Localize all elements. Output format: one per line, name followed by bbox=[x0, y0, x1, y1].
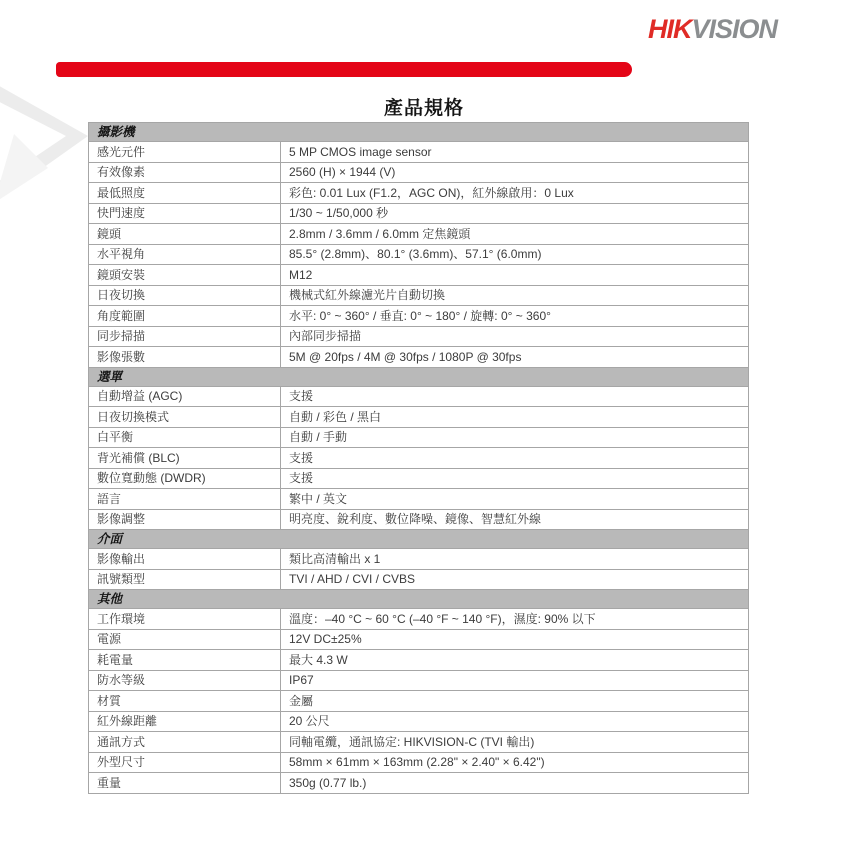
spec-label-cell: 自動增益 (AGC) bbox=[89, 386, 281, 407]
spec-value-cell: 自動 / 手動 bbox=[281, 427, 749, 448]
spec-row bbox=[89, 773, 749, 794]
spec-value-cell: 支援 bbox=[281, 468, 749, 489]
spec-row bbox=[89, 162, 749, 183]
spec-row bbox=[89, 670, 749, 691]
spec-value-cell: 20 公尺 bbox=[281, 711, 749, 732]
spec-value-cell: TVI / AHD / CVI / CVBS bbox=[281, 569, 749, 590]
spec-row bbox=[89, 306, 749, 327]
spec-row bbox=[89, 203, 749, 224]
brand-logo bbox=[648, 14, 777, 45]
page-title: 產品規格 bbox=[383, 98, 464, 119]
spec-row bbox=[89, 448, 749, 469]
spec-value-cell: 支援 bbox=[281, 386, 749, 407]
spec-label-cell: 影像輸出 bbox=[89, 549, 281, 570]
spec-row bbox=[89, 427, 749, 448]
spec-label-cell: 耗電量 bbox=[89, 650, 281, 671]
spec-row bbox=[89, 265, 749, 286]
spec-value-cell: 繁中 / 英文 bbox=[281, 489, 749, 510]
spec-value-cell: 自動 / 彩色 / 黑白 bbox=[281, 407, 749, 428]
spec-value-cell: 2.8mm / 3.6mm / 6.0mm 定焦鏡頭 bbox=[281, 224, 749, 245]
section-header-row bbox=[89, 590, 749, 609]
spec-label-cell: 數位寬動態 (DWDR) bbox=[89, 468, 281, 489]
spec-value-cell: 58mm × 61mm × 163mm (2.28" × 2.40" × 6.42") bbox=[281, 752, 749, 773]
spec-row bbox=[89, 285, 749, 306]
section-title: 選單 bbox=[89, 367, 749, 386]
section-title: 攝影機 bbox=[89, 123, 749, 142]
spec-value-cell: 支援 bbox=[281, 448, 749, 469]
spec-value-cell: 明亮度、銳利度、數位降噪、鏡像、智慧紅外線 bbox=[281, 509, 749, 530]
spec-row bbox=[89, 489, 749, 510]
spec-value-cell: M12 bbox=[281, 265, 749, 286]
spec-row bbox=[89, 569, 749, 590]
spec-row bbox=[89, 609, 749, 630]
spec-label-cell: 紅外線距離 bbox=[89, 711, 281, 732]
spec-label-cell: 有效像素 bbox=[89, 162, 281, 183]
spec-value-cell: 內部同步掃描 bbox=[281, 326, 749, 347]
spec-row bbox=[89, 711, 749, 732]
spec-label-cell: 電源 bbox=[89, 629, 281, 650]
spec-label-cell: 重量 bbox=[89, 773, 281, 794]
spec-row bbox=[89, 347, 749, 368]
spec-label-cell: 訊號類型 bbox=[89, 569, 281, 590]
section-title: 其他 bbox=[89, 590, 749, 609]
spec-row bbox=[89, 224, 749, 245]
brand-logo-hik: HIK bbox=[647, 14, 692, 44]
spec-value-cell: 5M @ 20fps / 4M @ 30fps / 1080P @ 30fps bbox=[281, 347, 749, 368]
section-header-row bbox=[89, 530, 749, 549]
spec-value-cell: 350g (0.77 lb.) bbox=[281, 773, 749, 794]
spec-value-cell: 水平: 0° ~ 360° / 垂直: 0° ~ 180° / 旋轉: 0° ~ 360° bbox=[281, 306, 749, 327]
red-accent-bar bbox=[56, 62, 632, 77]
spec-label-cell: 水平視角 bbox=[89, 244, 281, 265]
spec-row bbox=[89, 386, 749, 407]
spec-label-cell: 外型尺寸 bbox=[89, 752, 281, 773]
spec-value-cell: 1/30 ~ 1/50,000 秒 bbox=[281, 203, 749, 224]
brand-logo-vision: VISION bbox=[691, 14, 777, 44]
spec-table-body bbox=[89, 123, 749, 794]
spec-row bbox=[89, 183, 749, 204]
section-title: 介面 bbox=[89, 530, 749, 549]
spec-value-cell: 機械式紅外線濾光片自動切換 bbox=[281, 285, 749, 306]
spec-row bbox=[89, 468, 749, 489]
spec-row bbox=[89, 509, 749, 530]
spec-label-cell: 通訊方式 bbox=[89, 732, 281, 753]
spec-row bbox=[89, 691, 749, 712]
section-header-row bbox=[89, 123, 749, 142]
spec-label-cell: 同步掃描 bbox=[89, 326, 281, 347]
spec-label-cell: 快門速度 bbox=[89, 203, 281, 224]
spec-row bbox=[89, 407, 749, 428]
spec-label-cell: 語言 bbox=[89, 489, 281, 510]
spec-value-cell: 同軸電纜，通訊協定: HIKVISION-C (TVI 輸出) bbox=[281, 732, 749, 753]
spec-label-cell: 白平衡 bbox=[89, 427, 281, 448]
spec-label-cell: 材質 bbox=[89, 691, 281, 712]
spec-row bbox=[89, 326, 749, 347]
spec-row bbox=[89, 549, 749, 570]
spec-value-cell: 2560 (H) × 1944 (V) bbox=[281, 162, 749, 183]
spec-label-cell: 日夜切換模式 bbox=[89, 407, 281, 428]
spec-row bbox=[89, 629, 749, 650]
spec-table bbox=[88, 122, 749, 794]
spec-value-cell: 彩色: 0.01 Lux (F1.2，AGC ON)，紅外線啟用：0 Lux bbox=[281, 183, 749, 204]
spec-label-cell: 影像調整 bbox=[89, 509, 281, 530]
spec-value-cell: 溫度：–40 °C ~ 60 °C (–40 °F ~ 140 °F)，濕度: 90% 以下 bbox=[281, 609, 749, 630]
spec-row bbox=[89, 752, 749, 773]
spec-row bbox=[89, 142, 749, 163]
spec-label-cell: 鏡頭安裝 bbox=[89, 265, 281, 286]
spec-label-cell: 背光補償 (BLC) bbox=[89, 448, 281, 469]
spec-row bbox=[89, 732, 749, 753]
spec-label-cell: 防水等級 bbox=[89, 670, 281, 691]
spec-value-cell: 5 MP CMOS image sensor bbox=[281, 142, 749, 163]
spec-label-cell: 日夜切換 bbox=[89, 285, 281, 306]
spec-label-cell: 鏡頭 bbox=[89, 224, 281, 245]
spec-value-cell: IP67 bbox=[281, 670, 749, 691]
spec-label-cell: 角度範圍 bbox=[89, 306, 281, 327]
section-header-row bbox=[89, 367, 749, 386]
spec-label-cell: 感光元件 bbox=[89, 142, 281, 163]
spec-value-cell: 85.5° (2.8mm)、80.1° (3.6mm)、57.1° (6.0mm) bbox=[281, 244, 749, 265]
spec-label-cell: 影像張數 bbox=[89, 347, 281, 368]
spec-value-cell: 類比高清輸出 x 1 bbox=[281, 549, 749, 570]
spec-label-cell: 工作環境 bbox=[89, 609, 281, 630]
spec-row bbox=[89, 650, 749, 671]
spec-label-cell: 最低照度 bbox=[89, 183, 281, 204]
spec-row bbox=[89, 244, 749, 265]
spec-value-cell: 最大 4.3 W bbox=[281, 650, 749, 671]
spec-value-cell: 12V DC±25% bbox=[281, 629, 749, 650]
spec-value-cell: 金屬 bbox=[281, 691, 749, 712]
